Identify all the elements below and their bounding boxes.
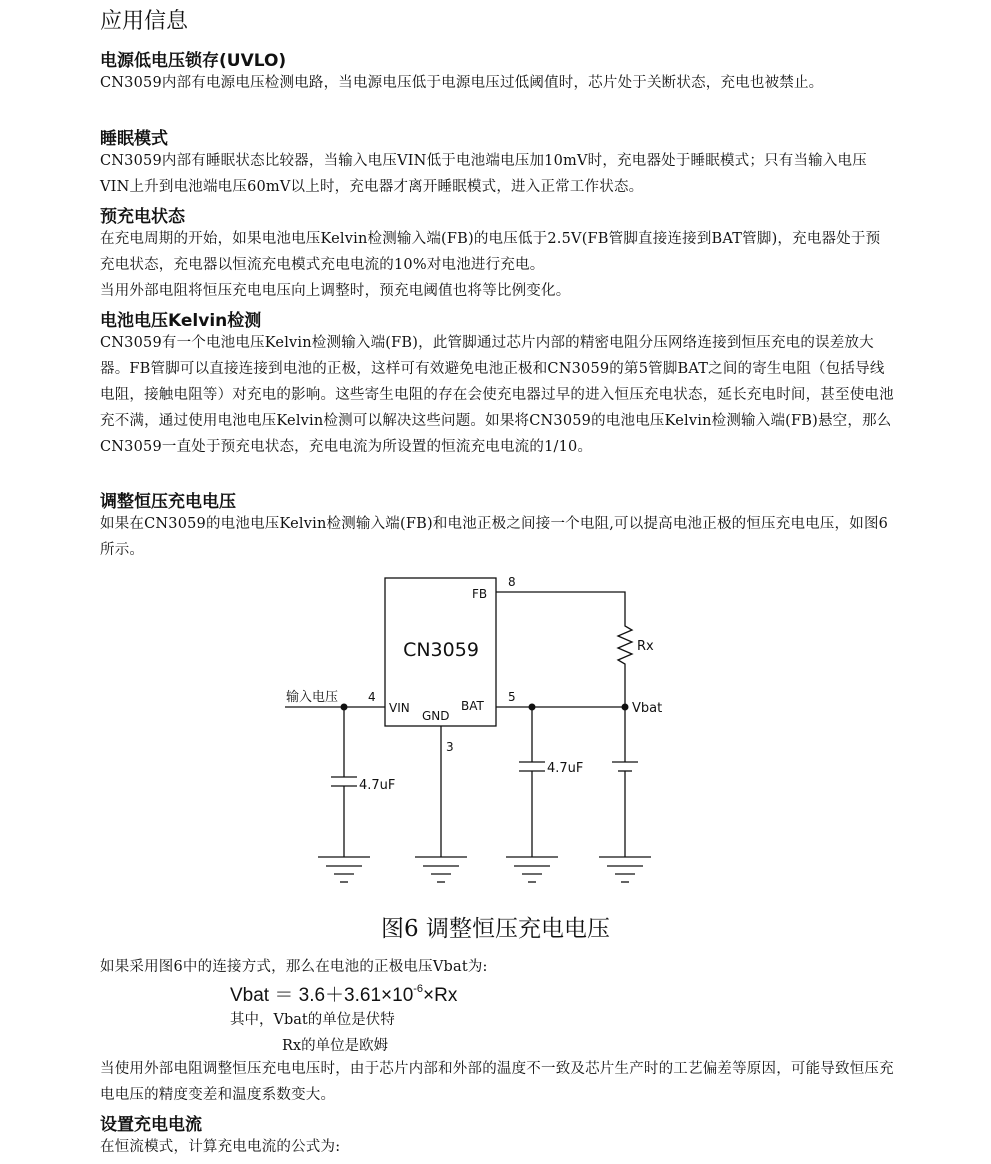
heading-precharge: 预充电状态 [100, 207, 185, 227]
formula-exponent: -6 [413, 982, 424, 995]
pin-num-gnd: 3 [446, 740, 454, 754]
pin-bat-label: BAT [461, 699, 484, 713]
vbat-formula [230, 980, 457, 1007]
schematic-figure [0, 570, 991, 900]
formula-main: Vbat ＝ 3.6＋3.61×10 [230, 985, 414, 1006]
paragraph-charge-current: 在恒流模式，计算充电电流的公式为: [100, 1139, 341, 1155]
pin-vin-label: VIN [389, 701, 410, 715]
fb-wire [496, 592, 625, 620]
paragraph-precharge-2: 当用外部电阻将恒压充电电压向上调整时，预充电阈值也将等比例变化。 [100, 283, 571, 299]
ground-symbol-1 [318, 857, 370, 882]
cap2-label: 4.7uF [547, 761, 584, 776]
paragraph-adjust-cv: 如果在CN3059的电池电压Kelvin检测输入端(FB)和电池正极之间接一个电阻,可以提高电池正极的恒压充电电压，如图6所示。 [100, 516, 889, 558]
input-voltage-label: 输入电压 [286, 690, 339, 705]
junction-bat [529, 704, 536, 711]
ground-symbol-2 [415, 857, 467, 882]
paragraph-precharge-1: 在充电周期的开始，如果电池电压Kelvin检测输入端(FB)的电压低于2.5V(FB管脚直接连接到BAT管脚)，充电器处于预充电状态，充电器以恒流充电模式充电电流的10%对电池进行充电。 [100, 231, 881, 273]
formula-tail: ×Rx [423, 985, 458, 1006]
heading-uvlo: 电源低电压锁存(UVLO) [100, 51, 287, 71]
pin-num-vin: 4 [368, 690, 376, 704]
heading-kelvin: 电池电压Kelvin检测 [100, 311, 262, 331]
paragraph-uvlo: CN3059内部有电源电压检测电路，当电源电压低于电源电压过低阈值时，芯片处于关断状态，充电也被禁止。 [100, 75, 824, 91]
pin-num-bat: 5 [508, 690, 516, 704]
resistor-rx [618, 620, 632, 707]
formula-intro: 如果采用图6中的连接方式，那么在电池的正极电压Vbat为: [100, 959, 488, 975]
page-title: 应用信息 [100, 9, 189, 34]
ground-symbol-3 [506, 857, 558, 882]
paragraph-accuracy: 当使用外部电阻调整恒压充电电压时，由于芯片内部和外部的温度不一致及芯片生产时的工艺偏差等原因，可能导致恒压充电电压的精度变差和温度系数变大。 [100, 1061, 894, 1103]
paragraph-kelvin: CN3059有一个电池电压Kelvin检测输入端(FB)，此管脚通过芯片内部的精密电阻分压网络连接到恒压充电的误差放大器。FB管脚可以直接连接到电池的正极，这样可有效避免电池正极和CN3059的第5管脚BAT之间的寄生电阻（包括导线电阻，接触电阻等）对充电的影响。这些寄生电阻的存在会使充电器过早的进入恒压充电状态，延长充电时间，甚至使电池充不满，通过使用电池电压Kelvin检测可以解决这些问题。如果将CN3059的电池电压Kelvin检测输入端(FB)悬空，那么CN3059一直处于预充电状态，充电电流为所设置的恒流充电电流的1/10。 [100, 335, 894, 455]
pin-num-fb: 8 [508, 575, 516, 589]
vbat-label: Vbat [632, 701, 663, 716]
junction-vbat [622, 704, 629, 711]
unit-note-vbat: 其中，Vbat的单位是伏特 [230, 1012, 395, 1028]
figure-caption: 图6 调整恒压充电电压 [381, 916, 610, 942]
heading-charge-current: 设置充电电流 [100, 1115, 202, 1135]
pin-fb-label: FB [472, 587, 488, 601]
junction-input [341, 704, 348, 711]
paragraph-sleep-mode: CN3059内部有睡眠状态比较器，当输入电压VIN低于电池端电压加10mV时，充电器处于睡眠模式；只有当输入电压VIN上升到电池端电压60mV以上时，充电器才离开睡眠模式，进入正常工作状态。 [100, 153, 867, 195]
resistor-label: Rx [637, 639, 654, 654]
ground-symbol-4 [599, 857, 651, 882]
heading-sleep-mode: 睡眠模式 [100, 129, 168, 149]
pin-gnd-label: GND [422, 709, 450, 723]
heading-adjust-cv: 调整恒压充电电压 [100, 492, 236, 512]
cap1-label: 4.7uF [359, 778, 396, 793]
chip-name: CN3059 [403, 639, 479, 661]
unit-note-rx: Rx的单位是欧姆 [282, 1038, 389, 1054]
